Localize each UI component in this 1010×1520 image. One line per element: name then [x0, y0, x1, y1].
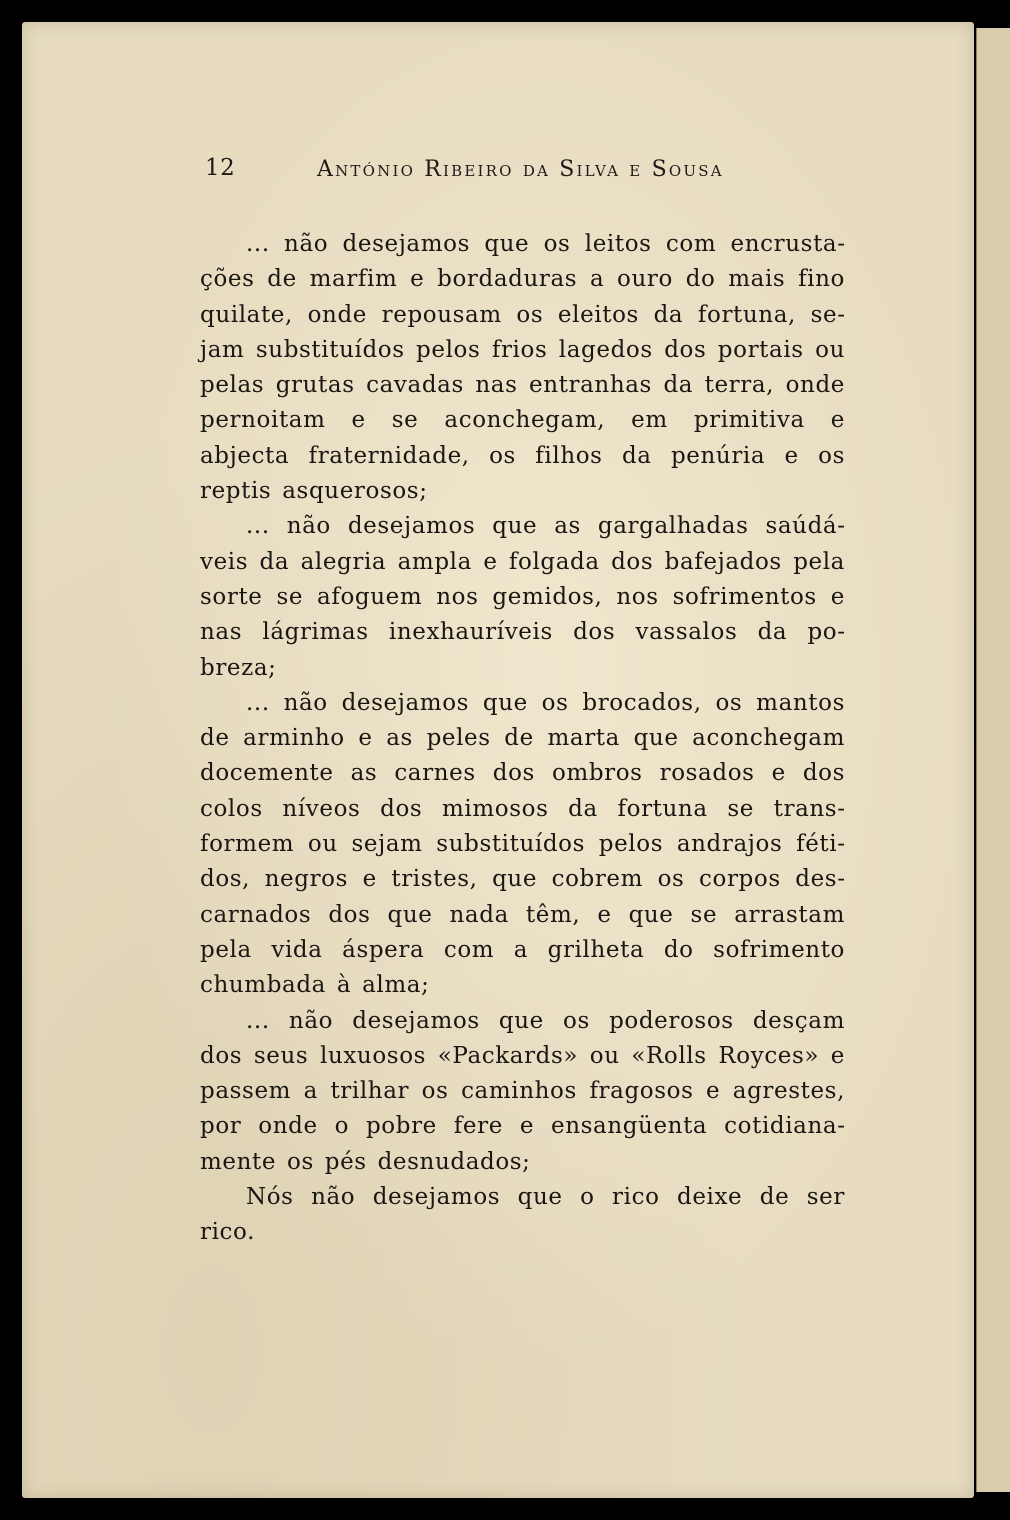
paragraph-2: ... não desejamos que as gargalhadas saúdáveis da alegria ampla e folgada dos bafejados pela sorte se afoguem nos gemidos, nos sofrimentos e nas lágrimas inexhauríveis dos vassalos da pobreza;: [200, 513, 845, 681]
book-page: [22, 22, 974, 1498]
running-head-author: António Ribeiro da Silva e Sousa: [317, 157, 724, 182]
page-number: 12: [205, 155, 236, 181]
page-header: [205, 155, 805, 195]
paragraph-5: Nós não desejamos que o rico deixe de ser rico.: [200, 1184, 845, 1246]
adjacent-page-edge: [976, 28, 1010, 1492]
paragraph-3: ... não desejamos que os brocados, os mantos de arminho e as peles de marta que aconchegam docemente as carnes dos ombros rosados e dos colos níveos dos mimosos da fortuna se transformem ou sejam substituídos pelos andrajos fétidos, negros e tristes, que cobrem os corpos descarnados dos que nada têm, e que se arrastam pela vida áspera com a grilheta do sofrimento chumbada à alma;: [200, 689, 845, 999]
body-text: [200, 227, 845, 1251]
paragraph-4: ... não desejamos que os poderosos desçam dos seus luxuosos «Packards» ou «Rolls Royces» e passem a trilhar os caminhos fragosos e agrestes, por onde o pobre fere e ensangüenta cotidianamente os pés desnudados;: [200, 1007, 845, 1175]
paragraph-1: ... não desejamos que os leitos com encrustações de marfim e bordaduras a ouro do mais fino quilate, onde repousam os eleitos da fortuna, sejam substituídos pelos frios lagedos dos portais ou pelas grutas cavadas nas entranhas da terra, onde pernoitam e se aconchegam, em primitiva e abjecta fraternidade, os filhos da penúria e os reptis asquerosos;: [200, 231, 845, 505]
